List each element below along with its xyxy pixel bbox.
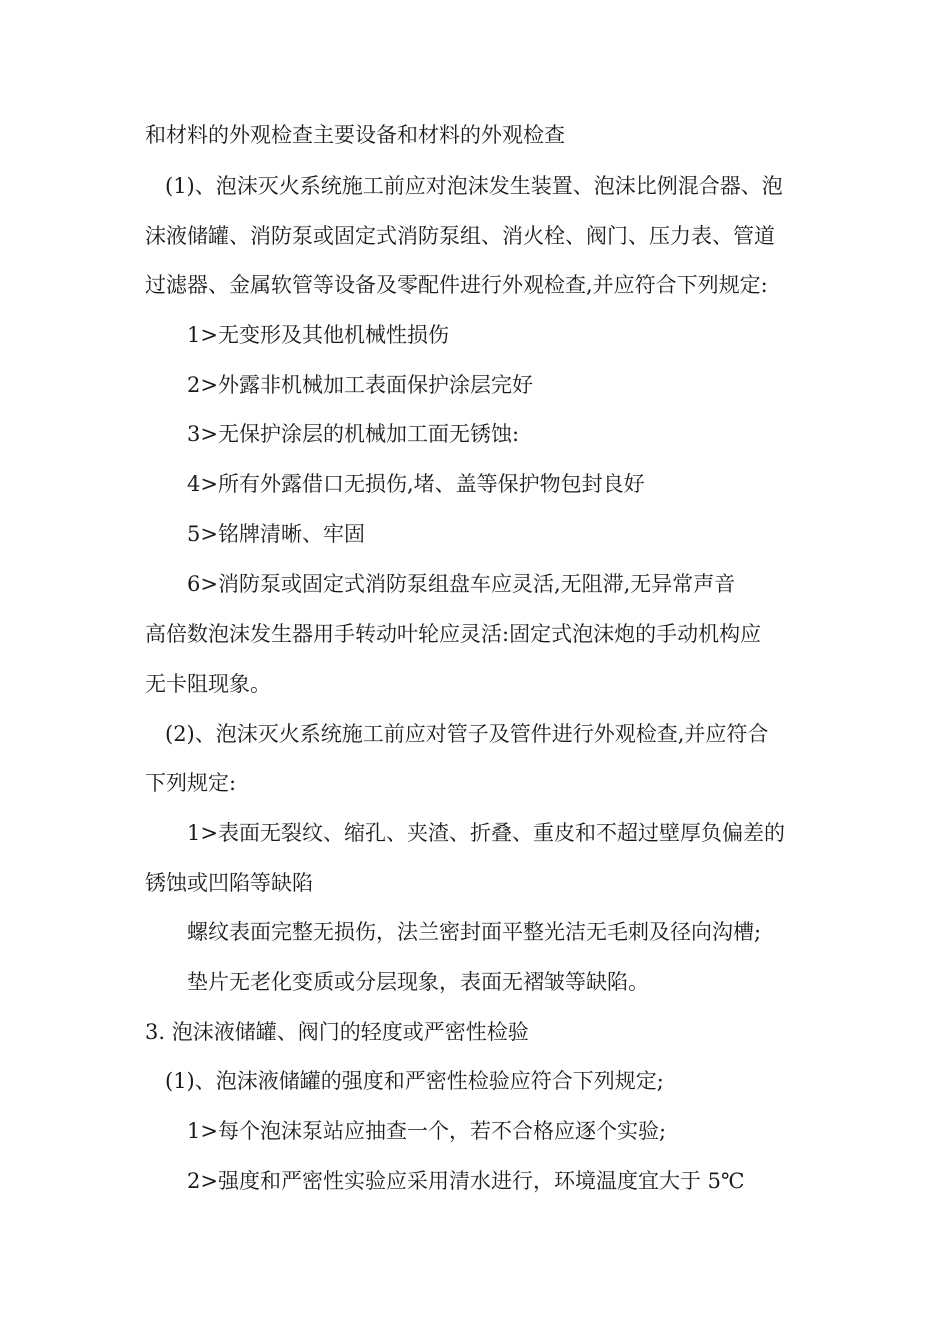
text-line: (1)、泡沫液储罐的强度和严密性检验应符合下列规定; [165, 1069, 664, 1093]
text-line: 垫片无老化变质或分层现象，表面无褶皱等缺陷。 [187, 970, 649, 994]
text-line: 沫液储罐、消防泵或固定式消防泵组、消火栓、阀门、压力表、管道 [145, 224, 775, 248]
text-line: 5>铭牌清晰、牢固 [187, 522, 365, 546]
text-line: 1>表面无裂纹、缩孔、夹渣、折叠、重皮和不超过壁厚负偏差的 [187, 821, 785, 845]
text-line: 高倍数泡沫发生器用手转动叶轮应灵活:固定式泡沫炮的手动机构应 [145, 622, 762, 646]
section-heading: 3. 泡沫液储罐、阀门的轻度或严密性检验 [145, 1020, 529, 1044]
text-line: 3>无保护涂层的机械加工面无锈蚀: [187, 422, 520, 446]
text-line: (2)、泡沫灭火系统施工前应对管子及管件进行外观检查,并应符合 [165, 722, 769, 746]
text-line: 无卡阻现象。 [145, 672, 271, 696]
text-line: 1>每个泡沫泵站应抽查一个，若不合格应逐个实验; [187, 1119, 667, 1143]
text-line: 下列规定: [145, 771, 237, 795]
text-line: 2>强度和严密性实验应采用清水进行，环境温度宜大于 5℃ [187, 1169, 745, 1193]
text-line: 锈蚀或凹陷等缺陷 [145, 871, 313, 895]
text-line: 和材料的外观检查主要设备和材料的外观检查 [145, 123, 565, 147]
text-line: 过滤器、金属软管等设备及零配件进行外观检查,并应符合下列规定: [145, 273, 768, 297]
text-line: (1)、泡沫灭火系统施工前应对泡沫发生装置、泡沫比例混合器、泡 [165, 174, 783, 198]
text-line: 螺纹表面完整无损伤，法兰密封面平整光洁无毛刺及径向沟槽; [187, 920, 762, 944]
text-line: 6>消防泵或固定式消防泵组盘车应灵活,无阻滞,无异常声音 [187, 572, 736, 596]
text-line: 1>无变形及其他机械性损伤 [187, 323, 449, 347]
text-line: 2>外露非机械加工表面保护涂层完好 [187, 373, 533, 397]
text-line: 4>所有外露借口无损伤,堵、盖等保护物包封良好 [187, 472, 645, 496]
